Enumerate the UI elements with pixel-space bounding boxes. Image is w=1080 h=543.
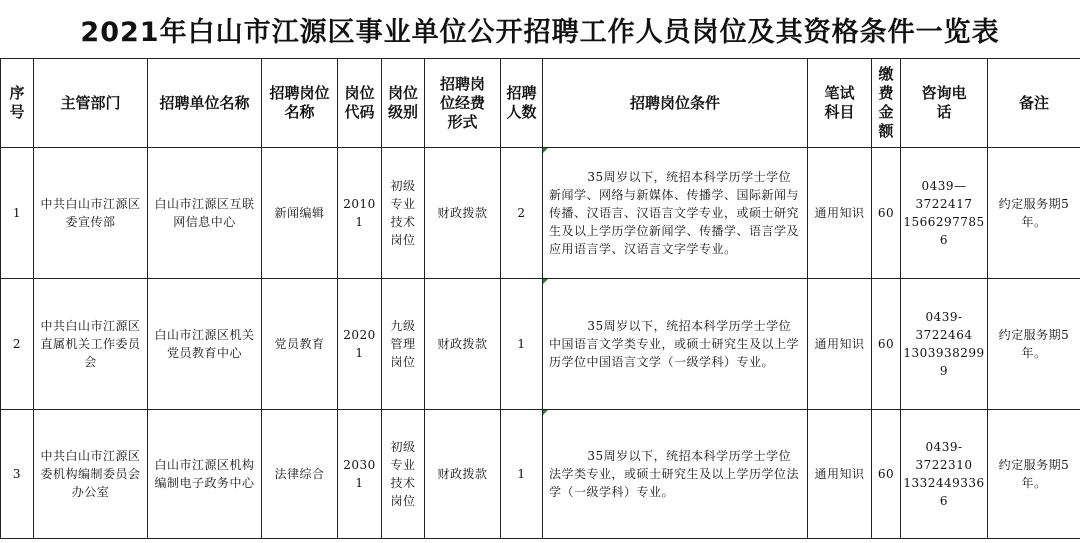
cell-remark: 约定服务期5年。 [988, 279, 1080, 410]
cell-unit: 白山市江源区机构编制电子政务中心 [148, 410, 262, 539]
table-row [1, 410, 1080, 539]
cell-exam: 通用知识 [808, 279, 872, 410]
header-conditions: 招聘岗位条件 [543, 59, 808, 148]
cell-conditions [543, 279, 808, 410]
phone-line-3: 13039382999 [903, 346, 985, 378]
cell-post-name: 法律综合 [262, 410, 338, 539]
cell-post-name: 党员教育 [262, 279, 338, 410]
header-post-code: 岗位代码 [338, 59, 382, 148]
cell-dept: 中共白山市江源区委机构编制委员会办公室 [34, 410, 148, 539]
cell-count: 2 [501, 148, 543, 279]
cell-remark: 约定服务期5年。 [988, 410, 1080, 539]
cell-post-level: 初级专业技术岗位 [382, 148, 425, 279]
header-funding: 招聘岗位经费形式 [425, 59, 501, 148]
cell-post-level: 初级专业技术岗位 [382, 410, 425, 539]
cell-seq: 2 [1, 279, 34, 410]
cell-post-code: 20101 [338, 148, 382, 279]
phone-line-3: 15662977856 [903, 215, 985, 247]
cell-dept: 中共白山市江源区直属机关工作委员会 [34, 279, 148, 410]
phone-line-2: 3722417 [915, 197, 973, 211]
cell-post-code: 20301 [338, 410, 382, 539]
header-unit: 招聘单位名称 [148, 59, 262, 148]
header-post-level: 岗位级别 [382, 59, 425, 148]
header-exam: 笔试科目 [808, 59, 872, 148]
page-title: 2021年白山市江源区事业单位公开招聘工作人员岗位及其资格条件一览表 [80, 16, 1000, 48]
cell-unit: 白山市江源区互联网信息中心 [148, 148, 262, 279]
cell-exam: 通用知识 [808, 148, 872, 279]
conditions-text: 35周岁以下，统招本科学历学士学位新闻学、网络与新媒体、传播学、国际新闻与传播、汉语言、汉语言文学专业，或硕士研究生及以上学历学位新闻学、传播学、语言学及应用语言学、汉语言文字学专业。 [549, 170, 800, 256]
cell-fee: 60 [872, 410, 901, 539]
cell-exam: 通用知识 [808, 410, 872, 539]
table-row [1, 279, 1080, 410]
positions-table [0, 58, 1080, 539]
header-remark: 备注 [988, 59, 1080, 148]
cell-conditions [543, 148, 808, 279]
cell-dept: 中共白山市江源区委宣传部 [34, 148, 148, 279]
header-seq: 序号 [1, 59, 34, 148]
cell-funding: 财政拨款 [425, 410, 501, 539]
header-dept: 主管部门 [34, 59, 148, 148]
header-count: 招聘人数 [501, 59, 543, 148]
header-phone: 咨询电话 [901, 59, 988, 148]
cell-conditions [543, 410, 808, 539]
phone-line-2: 3722464 [915, 328, 973, 342]
phone-line-1: 0439- [925, 310, 963, 324]
cell-funding: 财政拨款 [425, 148, 501, 279]
cell-post-level: 九级管理岗位 [382, 279, 425, 410]
cell-post-name: 新闻编辑 [262, 148, 338, 279]
cell-count: 1 [501, 279, 543, 410]
phone-line-3: 13324493366 [903, 476, 985, 508]
table-row [1, 148, 1080, 279]
cell-phone [901, 148, 988, 279]
phone-line-2: 3722310 [915, 458, 973, 472]
cell-phone [901, 410, 988, 539]
cell-remark: 约定服务期5年。 [988, 148, 1080, 279]
phone-line-1: 0439- [925, 440, 963, 454]
conditions-text: 35周岁以下，统招本科学历学士学位中国语言文学类专业，或硕士研究生及以上学历学位中国语言文学（一级学科）专业。 [549, 319, 800, 369]
cell-seq: 1 [1, 148, 34, 279]
cell-seq: 3 [1, 410, 34, 539]
table-header-row [1, 59, 1080, 148]
cell-post-code: 20201 [338, 279, 382, 410]
conditions-text: 35周岁以下，统招本科学历学士学位法学类专业，或硕士研究生及以上学历学位法学（一级学科）专业。 [549, 449, 800, 499]
cell-fee: 60 [872, 148, 901, 279]
cell-phone [901, 279, 988, 410]
cell-funding: 财政拨款 [425, 279, 501, 410]
cell-count: 1 [501, 410, 543, 539]
cell-unit: 白山市江源区机关党员教育中心 [148, 279, 262, 410]
cell-fee: 60 [872, 279, 901, 410]
header-fee: 缴费金额 [872, 59, 901, 148]
header-post-name: 招聘岗位名称 [262, 59, 338, 148]
phone-line-1: 0439— [921, 179, 967, 193]
